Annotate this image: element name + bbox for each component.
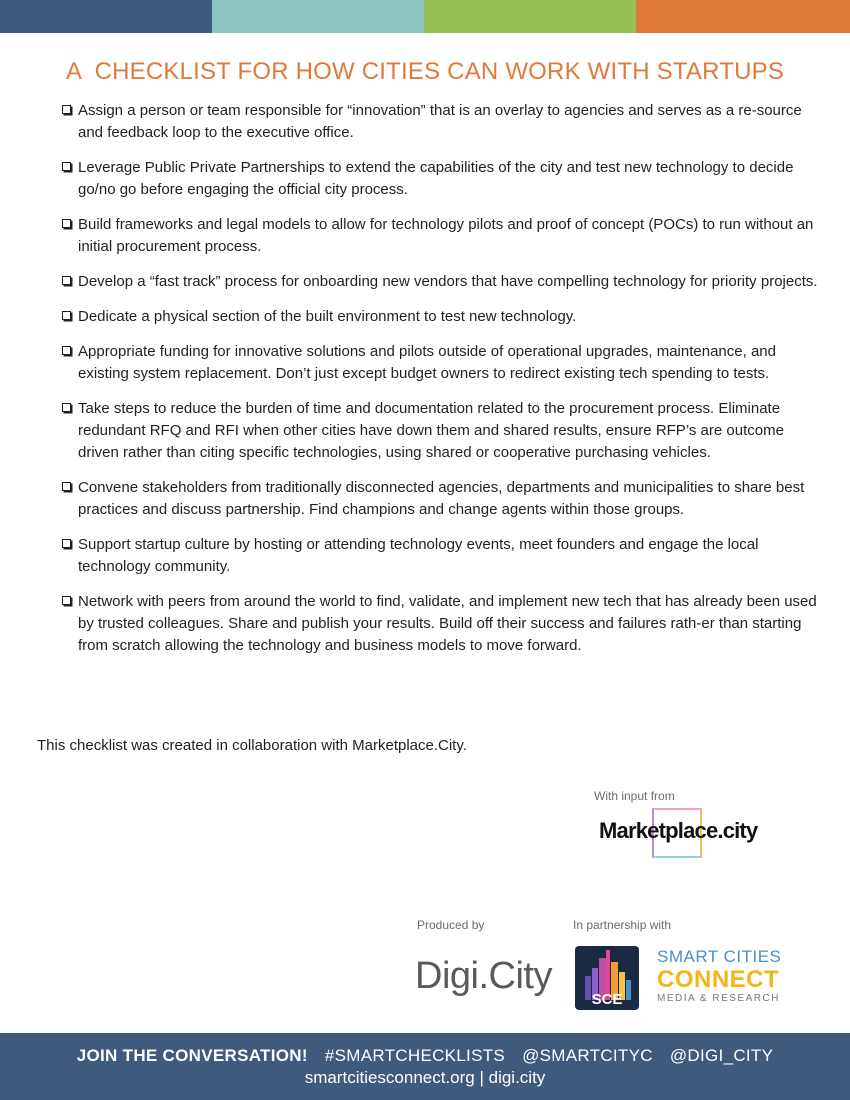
checklist-item	[60, 100, 820, 144]
marketplace-logo-text: Marketplace.city	[599, 818, 758, 843]
checklist-item	[60, 534, 820, 578]
checklist-item-text: Build frameworks and legal models to allow for technology pilots and proof of concept (POCs) to run without an initial procurement process.	[78, 216, 814, 255]
checklist-item-text: Network with peers from around the world to find, validate, and implement new tech that has already been used by trusted colleagues. Share and publish your results. Build off their success and failures rath-er than starting from scratch allowing the technology and business models to move forward.	[78, 593, 817, 654]
skyline-icon	[575, 946, 639, 1010]
marketplace-city-logo	[599, 808, 765, 858]
checklist-item-text: Take steps to reduce the burden of time and documentation related to the procurement process. Eliminate redundant RFQ and RFI when other cities have down them and shared results, ensure RFP’s are outcome driven rather than citing specific technologies, using shared or cooperative purchasing vehicles.	[78, 400, 784, 461]
sce-line-1: SMART CITIES	[657, 947, 782, 966]
partnership-label: In partnership with	[573, 918, 672, 932]
color-bar-teal	[212, 0, 424, 33]
checkbox-icon[interactable]	[62, 219, 71, 228]
checklist-item	[60, 591, 820, 657]
checklist-item	[60, 398, 820, 464]
smart-cities-connect-icon	[575, 946, 639, 1010]
top-color-bar	[0, 0, 850, 33]
color-bar-blue	[0, 0, 212, 33]
footer-line-1	[0, 1046, 850, 1066]
checkbox-icon[interactable]	[62, 105, 71, 114]
checklist-item	[60, 306, 820, 328]
handle-digi-city[interactable]: @DIGI_CITY	[669, 1046, 774, 1065]
checkbox-icon[interactable]	[62, 482, 71, 491]
color-bar-green	[424, 0, 636, 33]
digi-city-logo: Digi.City	[415, 955, 552, 997]
color-bar-orange	[636, 0, 850, 33]
checklist-item-text: Leverage Public Private Partnerships to extend the capabilities of the city and test new technology to decide go/no go before engaging the official city process.	[78, 159, 794, 198]
sce-icon-text: SCE	[591, 991, 623, 1008]
checklist-item	[60, 477, 820, 521]
join-conversation-label: JOIN THE CONVERSATION!	[76, 1046, 308, 1065]
checklist-item	[60, 341, 820, 385]
checkbox-icon[interactable]	[62, 346, 71, 355]
checkbox-icon[interactable]	[62, 311, 71, 320]
checkbox-icon[interactable]	[62, 276, 71, 285]
checkbox-icon[interactable]	[62, 596, 71, 605]
checklist-item-text: Convene stakeholders from traditionally disconnected agencies, departments and municipalities to share best practices and discuss partnership. Find champions and change agents within those groups.	[78, 479, 805, 518]
checklist-item-text: Develop a “fast track” process for onboarding new vendors that have compelling technology for priority projects.	[78, 273, 818, 290]
checklist-item-text: Dedicate a physical section of the built environment to test new technology.	[78, 308, 577, 325]
checklist-item	[60, 271, 820, 293]
checklist-item	[60, 214, 820, 258]
with-input-label: With input from	[594, 789, 675, 803]
checkbox-icon[interactable]	[62, 162, 71, 171]
checklist-item-text: Assign a person or team responsible for “innovation” that is an overlay to agencies and serves as a re-source and feedback loop to the executive office.	[78, 102, 802, 141]
hashtag-smartchecklists[interactable]: #SMARTCHECKLISTS	[324, 1046, 506, 1065]
checklist-item	[60, 157, 820, 201]
checklist-item-text: Appropriate funding for innovative solutions and pilots outside of operational upgrades, maintenance, and existing system replacement. Don’t just except budget owners to redirect existing tech spending to tests.	[78, 343, 776, 382]
handle-smartcityc[interactable]: @SMARTCITYC	[522, 1046, 653, 1065]
checkbox-icon[interactable]	[62, 539, 71, 548]
smart-cities-connect-wordmark	[657, 948, 781, 1004]
footer-banner	[0, 1033, 850, 1100]
footer-links[interactable]: smartcitiesconnect.org | digi.city	[304, 1068, 546, 1087]
sce-line-2: CONNECT	[657, 966, 780, 993]
checklist-item-text: Support startup culture by hosting or attending technology events, meet founders and engage the local technology community.	[78, 536, 759, 575]
checklist	[60, 100, 820, 670]
sce-line-3: MEDIA & RESEARCH	[657, 993, 780, 1004]
collaboration-note: This checklist was created in collaboration with Marketplace.City.	[37, 737, 467, 754]
checkbox-icon[interactable]	[62, 403, 71, 412]
page-title: A CHECKLIST FOR HOW CITIES CAN WORK WITH STARTUPS	[65, 58, 785, 85]
produced-by-label: Produced by	[417, 918, 485, 932]
